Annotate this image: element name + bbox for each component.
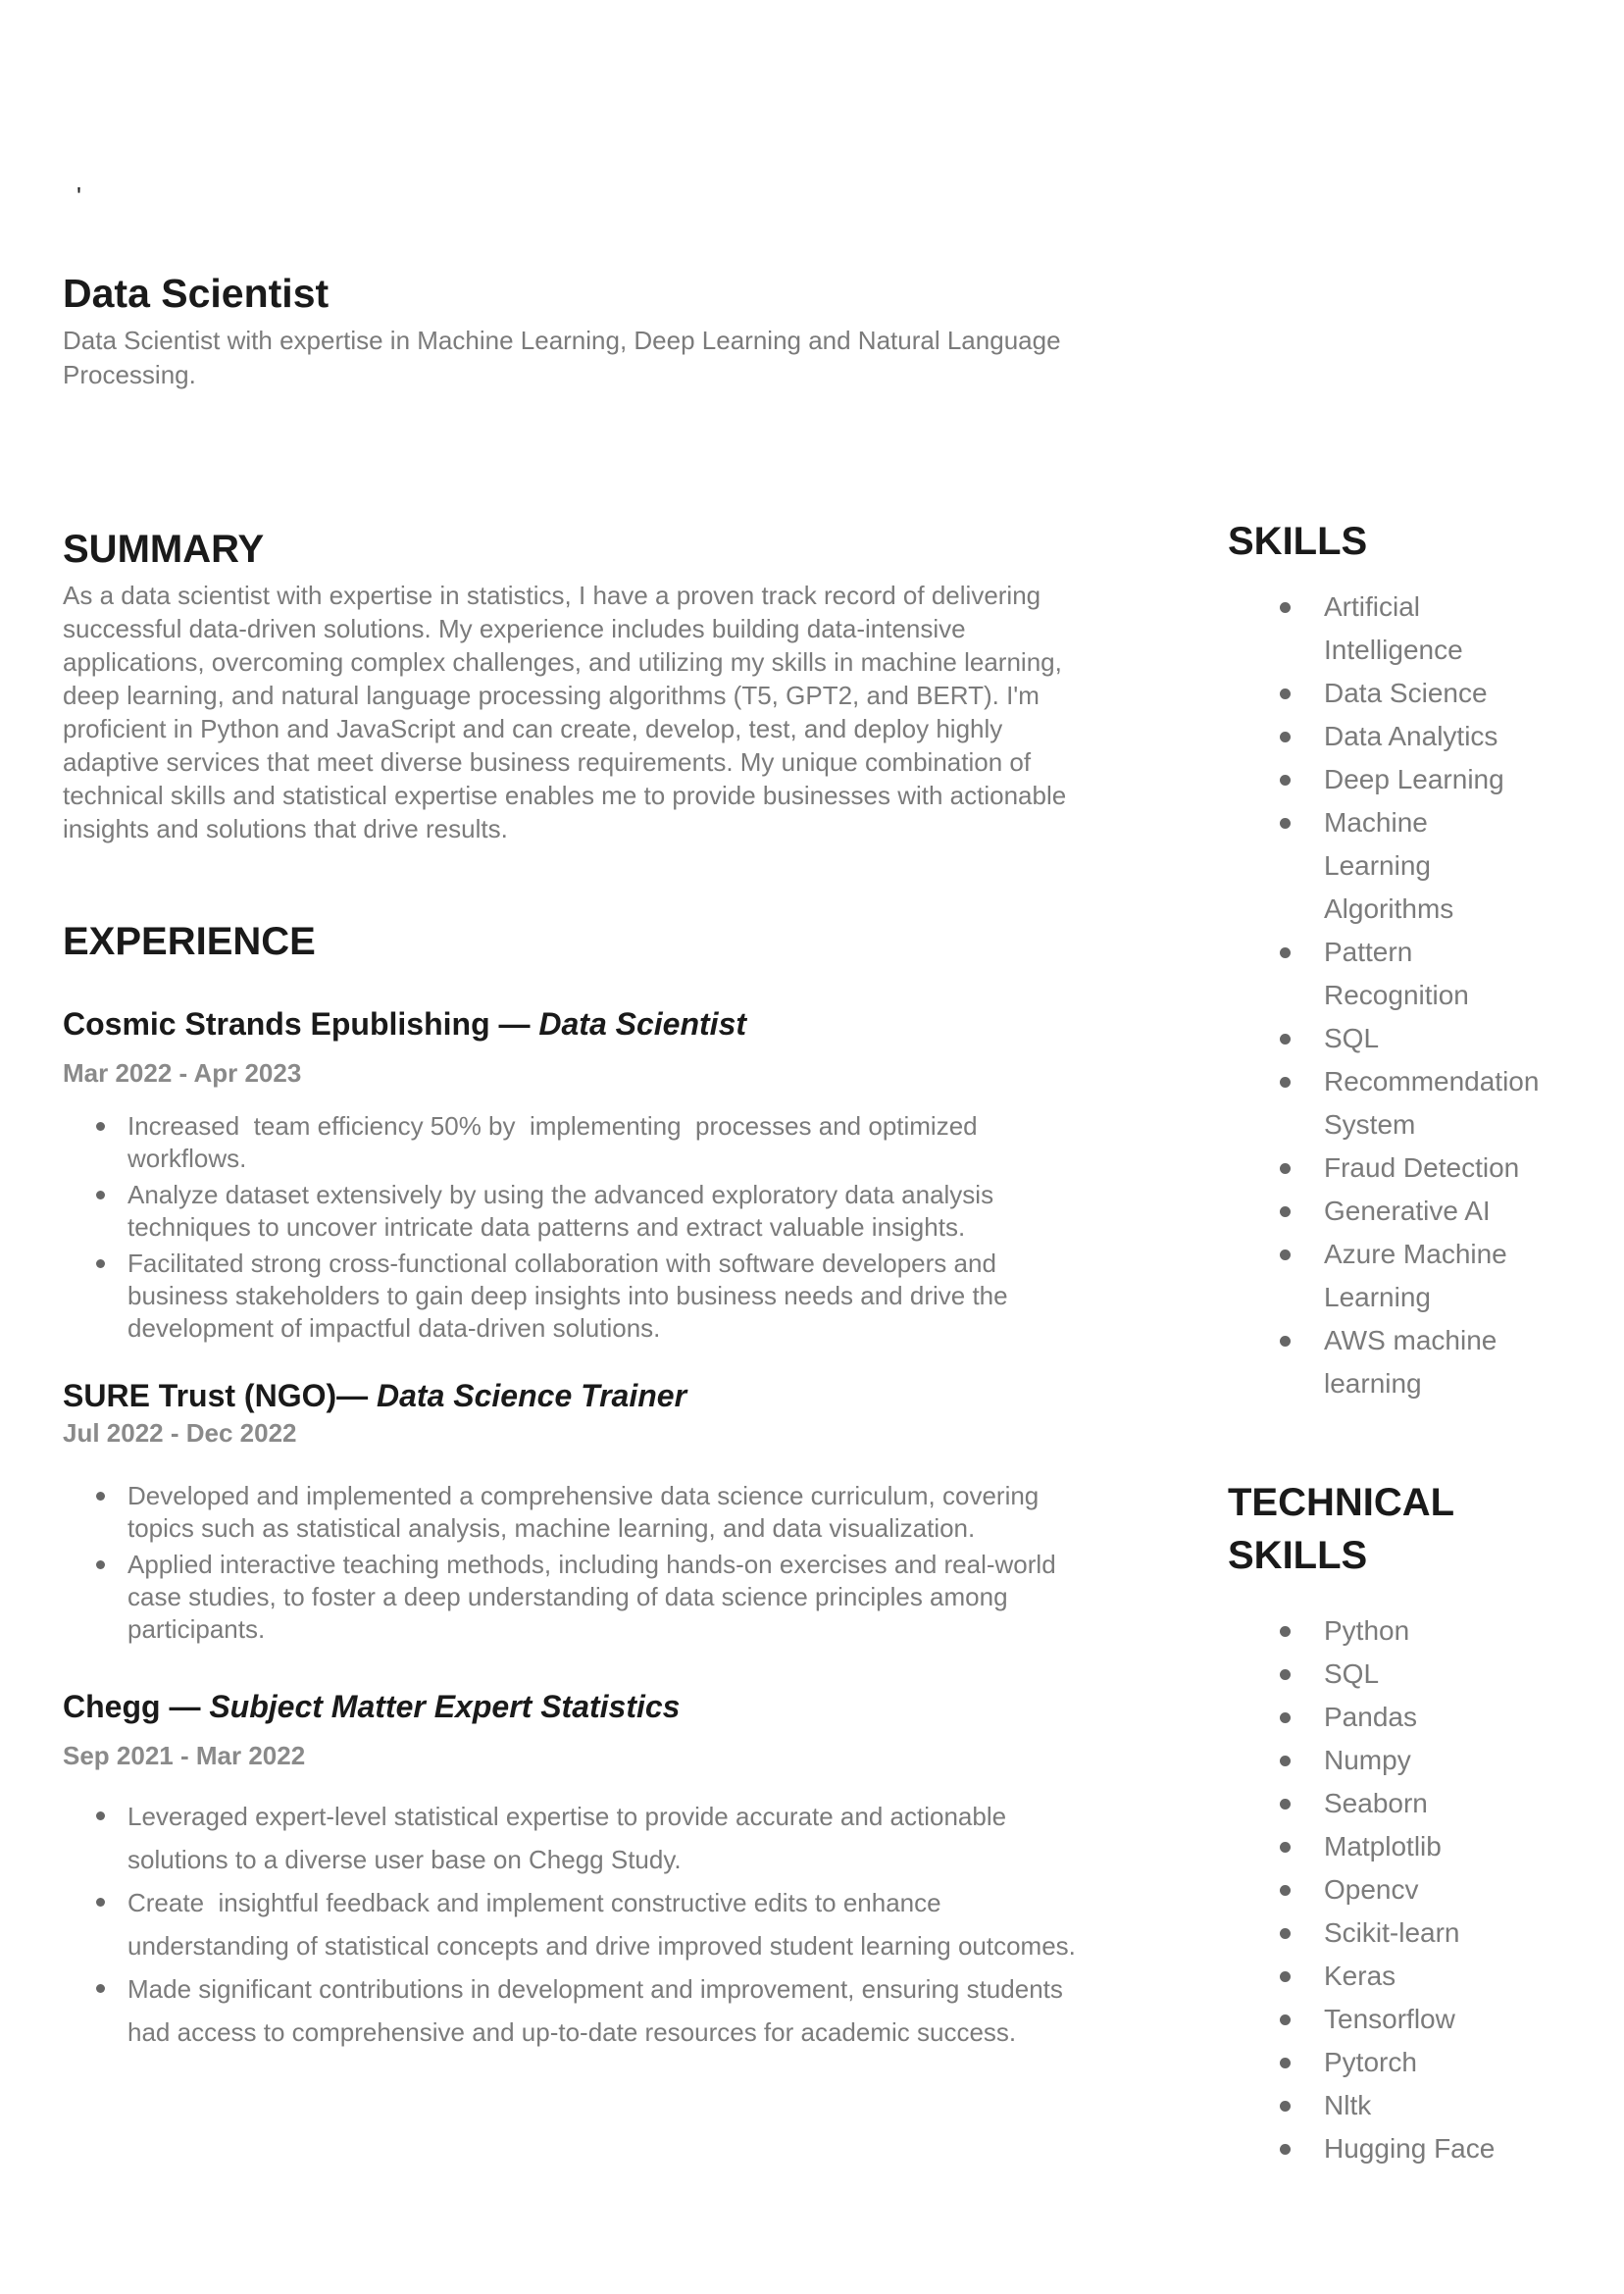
technical-skills-list xyxy=(1228,1609,1535,2170)
job-title xyxy=(63,1687,1161,1726)
job-chegg xyxy=(63,1687,1161,2054)
job-bullet-list xyxy=(63,1480,1102,1646)
technical-skill-item: Tensorflow xyxy=(1228,1998,1535,2041)
technical-skill-item: Seaborn xyxy=(1228,1782,1535,1825)
skill-item: Azure Machine Learning xyxy=(1228,1233,1535,1319)
skill-item: Generative AI xyxy=(1228,1190,1535,1233)
page-title: Data Scientist xyxy=(63,271,330,316)
technical-skill-item: Opencv xyxy=(1228,1868,1535,1912)
job-bullet: Increased team efficiency 50% by implementing processes and optimized workflows. xyxy=(63,1110,1102,1175)
job-dates: Mar 2022 - Apr 2023 xyxy=(63,1058,302,1088)
page-subtitle: Data Scientist with expertise in Machine Learning, Deep Learning and Natural Language Processing. xyxy=(63,326,1061,389)
job-bullet-list xyxy=(63,1795,1102,2054)
skill-item: Data Analytics xyxy=(1228,715,1535,758)
job-company: Chegg xyxy=(63,1689,161,1724)
job-sure-trust xyxy=(63,1376,1161,1646)
job-bullet: Leveraged expert-level statistical expertise to provide accurate and actionable solutions to a diverse user base on Chegg Study. xyxy=(63,1795,1102,1881)
technical-skill-item: SQL xyxy=(1228,1653,1535,1696)
job-separator: — xyxy=(489,1006,539,1042)
job-bullet: Applied interactive teaching methods, including hands-on exercises and real-world case studies, to foster a deep understanding of data science principles among participants. xyxy=(63,1549,1102,1646)
technical-skill-item: Matplotlib xyxy=(1228,1825,1535,1868)
skill-item: Recommendation System xyxy=(1228,1060,1535,1147)
skill-item: Machine Learning Algorithms xyxy=(1228,801,1535,931)
summary-body: As a data scientist with expertise in statistics, I have a proven track record of delivering successful data-driven solutions. My experience includes building data-intensive applications, overcoming complex challenges, and utilizing my skills in machine learning, deep learning, and natural language processing algorithms (T5, GPT2, and BERT). I'm proficient in Python and JavaScript and can create, develop, test, and deploy highly adaptive services that meet diverse business requirements. My unique combination of technical skills and statistical expertise enables me to provide businesses with actionable insights and solutions that drive results. xyxy=(63,581,1067,843)
job-title xyxy=(63,1004,1161,1044)
skill-item: Fraud Detection xyxy=(1228,1147,1535,1190)
job-bullet: Create insightful feedback and implement constructive edits to enhance understanding of statistical concepts and drive improved student learning outcomes. xyxy=(63,1881,1102,1967)
summary-heading: SUMMARY xyxy=(63,528,265,571)
job-bullet: Facilitated strong cross-functional collaboration with software developers and business stakeholders to gain deep insights into business needs and drive the development of impactful data-driven solutions. xyxy=(63,1248,1102,1345)
job-bullet: Made significant contributions in development and improvement, ensuring students had access to comprehensive and up-to-date resources for academic success. xyxy=(63,1967,1102,2054)
technical-skill-item: Keras xyxy=(1228,1955,1535,1998)
skills-list xyxy=(1228,586,1540,1405)
job-dates: Jul 2022 - Dec 2022 xyxy=(63,1418,297,1448)
sidebar-column xyxy=(1228,0,1561,2170)
technical-skill-item: Scikit-learn xyxy=(1228,1912,1535,1955)
technical-skill-item: Python xyxy=(1228,1609,1535,1653)
skill-item: Pattern Recognition xyxy=(1228,931,1535,1017)
skill-item: Deep Learning xyxy=(1228,758,1535,801)
job-company: Cosmic Strands Epublishing xyxy=(63,1006,490,1042)
skill-item: SQL xyxy=(1228,1017,1535,1060)
job-bullet-list xyxy=(63,1110,1102,1345)
skill-item: Data Science xyxy=(1228,672,1535,715)
job-separator: — xyxy=(336,1378,378,1413)
job-dates: Sep 2021 - Mar 2022 xyxy=(63,1741,306,1770)
skills-heading: SKILLS xyxy=(1228,520,1368,563)
technical-skill-item: Hugging Face xyxy=(1228,2127,1535,2170)
job-bullet: Analyze dataset extensively by using the advanced exploratory data analysis techniques to uncover intricate data patterns and extract valuable insights. xyxy=(63,1179,1102,1244)
job-role: Subject Matter Expert Statistics xyxy=(209,1689,681,1724)
job-cosmic-strands xyxy=(63,1004,1161,1345)
technical-skills-heading: TECHNICAL SKILLS xyxy=(1228,1481,1454,1577)
job-role: Data Science Trainer xyxy=(377,1378,687,1413)
stray-mark: ' xyxy=(76,181,81,211)
job-company: SURE Trust (NGO) xyxy=(63,1378,337,1413)
job-title xyxy=(63,1376,1161,1415)
job-role: Data Scientist xyxy=(538,1006,747,1042)
skill-item: AWS machine learning xyxy=(1228,1319,1535,1405)
experience-heading: EXPERIENCE xyxy=(63,920,316,963)
job-bullet: Developed and implemented a comprehensive data science curriculum, covering topics such as statistical analysis, machine learning, and data visualization. xyxy=(63,1480,1102,1545)
job-separator: — xyxy=(160,1689,210,1724)
technical-skill-item: Pytorch xyxy=(1228,2041,1535,2084)
technical-skill-item: Numpy xyxy=(1228,1739,1535,1782)
technical-skill-item: Nltk xyxy=(1228,2084,1535,2127)
technical-skill-item: Pandas xyxy=(1228,1696,1535,1739)
skill-item: Artificial Intelligence xyxy=(1228,586,1535,672)
main-column xyxy=(63,0,1161,2054)
